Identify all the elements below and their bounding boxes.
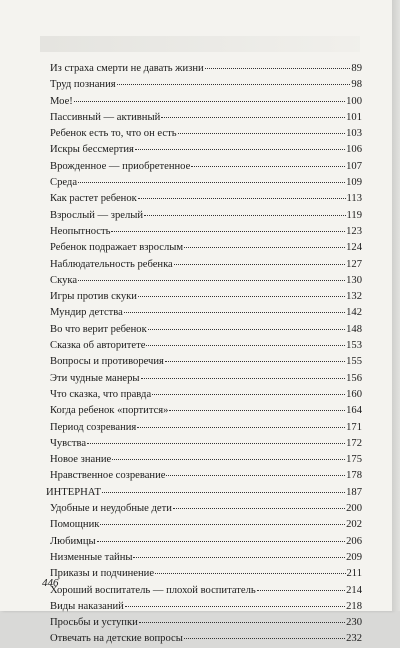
toc-entry-row <box>46 630 362 646</box>
dot-leader <box>152 384 345 395</box>
dot-leader <box>257 580 345 591</box>
dot-leader <box>169 400 345 411</box>
toc-entry-page: 153 <box>346 340 362 352</box>
toc-entry-page: 200 <box>346 503 362 515</box>
toc-entry-title: Помощник <box>50 519 100 531</box>
toc-entry-title: Удобные и неудобные дети <box>50 503 172 515</box>
dot-leader <box>87 433 345 444</box>
toc-entry-page: 103 <box>346 128 362 140</box>
toc-entry-page: 172 <box>346 437 362 449</box>
toc-entry-title: Низменные тайны <box>50 551 133 563</box>
toc-entry-title: Неопытность <box>50 225 111 237</box>
toc-entry-title: Врожденное — приобретенное <box>50 160 191 172</box>
dot-leader <box>100 514 345 525</box>
dot-leader <box>173 498 345 509</box>
bleed-through-strip <box>40 36 360 52</box>
dot-leader <box>97 531 345 542</box>
toc-entry-page: 142 <box>346 307 362 319</box>
toc-entry-page: 218 <box>346 600 362 612</box>
toc-entry-page: 109 <box>346 177 362 189</box>
toc-entry-title: Новое знание <box>50 454 112 466</box>
dot-leader <box>112 449 345 460</box>
dot-leader <box>139 612 345 623</box>
toc-entry-page: 113 <box>346 193 362 205</box>
dot-leader <box>191 156 345 167</box>
toc-entry-title: Чувства <box>50 437 87 449</box>
toc-entry-title: Виды наказаний <box>50 600 124 612</box>
page-number: 446 <box>42 577 59 589</box>
page-edge <box>392 0 400 611</box>
toc-entry-page: 230 <box>346 617 362 629</box>
dot-leader <box>78 270 345 281</box>
toc-entry-page: 155 <box>346 356 362 368</box>
dot-leader <box>135 139 345 150</box>
toc-entry-title: Просьбы и уступки <box>50 617 138 629</box>
toc-entry-title: Нравственное созревание <box>50 470 166 482</box>
toc-entry-title: Сказка об авторитете <box>50 340 146 352</box>
toc-entry-title: Взрослый — зрелый <box>50 209 144 221</box>
toc-entry-title: Отвечать на детские вопросы <box>50 633 183 645</box>
toc-entry-title: Во что верит ребенок <box>50 323 147 335</box>
toc-entry-page: 175 <box>346 454 362 466</box>
toc-entry-page: 132 <box>346 291 362 303</box>
table-of-contents <box>46 60 362 647</box>
toc-entry-page: 214 <box>346 584 362 596</box>
toc-entry-page: 187 <box>346 486 362 498</box>
toc-entry-title: Мое! <box>50 95 73 107</box>
toc-entry-page: 127 <box>346 258 362 270</box>
toc-entry-page: 100 <box>346 95 362 107</box>
toc-entry-page: 106 <box>346 144 362 156</box>
toc-entry-title: Когда ребенок «портится» <box>50 405 169 417</box>
toc-entry-title: Как растет ребенок <box>50 193 137 205</box>
toc-entry-title: Приказы и подчинение <box>50 568 155 580</box>
toc-entry-page: 209 <box>346 551 362 563</box>
dot-leader <box>166 465 345 476</box>
toc-entry-page: 160 <box>346 388 362 400</box>
toc-entry-page: 164 <box>346 405 362 417</box>
toc-entry-page: 101 <box>346 111 362 123</box>
toc-entry-title: ИНТЕРНАТ <box>46 486 101 498</box>
toc-entry-title: Наблюдательность ребенка <box>50 258 173 270</box>
toc-entry-title: Труд познания <box>50 79 116 91</box>
toc-entry-title: Что сказка, что правда <box>50 388 152 400</box>
toc-entry-title: Среда <box>50 177 78 189</box>
toc-entry-page: 148 <box>346 323 362 335</box>
dot-leader <box>146 335 345 346</box>
toc-entry-page: 89 <box>351 63 362 74</box>
dot-leader <box>133 547 345 558</box>
dot-leader <box>125 596 345 607</box>
dot-leader <box>174 254 345 265</box>
dot-leader <box>184 237 345 248</box>
dot-leader <box>184 628 345 639</box>
dot-leader <box>102 482 345 493</box>
dot-leader <box>111 221 345 232</box>
toc-entry-page: 130 <box>346 274 362 286</box>
toc-entry-title: Игры против скуки <box>50 291 137 303</box>
dot-leader <box>178 123 346 134</box>
toc-entry-title: Мундир детства <box>50 307 123 319</box>
toc-entry-page: 211 <box>346 568 362 580</box>
dot-leader <box>138 188 346 199</box>
toc-entry-page: 119 <box>346 209 362 221</box>
dot-leader <box>161 107 345 118</box>
toc-entry-title: Из страха смерти не давать жизни <box>50 63 204 74</box>
toc-entry-title: Скука <box>50 274 78 286</box>
dot-leader <box>78 172 345 183</box>
dot-leader <box>165 351 345 362</box>
dot-leader <box>124 302 345 313</box>
dot-leader <box>138 286 345 297</box>
dot-leader <box>137 417 345 428</box>
toc-entry-page: 232 <box>346 633 362 645</box>
toc-entry-title: Хороший воспитатель — плохой воспитатель <box>50 584 256 596</box>
dot-leader <box>144 205 345 216</box>
toc-entry-title: Эти чудные манеры <box>50 372 140 384</box>
toc-entry-page: 98 <box>351 79 362 91</box>
dot-leader <box>155 563 345 574</box>
toc-entry-title: Вопросы и противоречия <box>50 356 164 368</box>
toc-entry-page: 206 <box>346 535 362 547</box>
dot-leader <box>117 74 351 85</box>
toc-entry-title: Период созревания <box>50 421 137 433</box>
toc-entry-title: Любимцы <box>50 535 96 547</box>
toc-entry-page: 202 <box>346 519 362 531</box>
toc-entry-title: Пассивный — активный <box>50 111 161 123</box>
toc-entry-title: Искры бессмертия <box>50 144 134 156</box>
dot-leader <box>205 58 351 69</box>
toc-entry-title: Ребенок есть то, что он есть <box>50 128 177 140</box>
toc-entry-page: 123 <box>346 225 362 237</box>
dot-leader <box>74 91 345 102</box>
toc-entry-page: 171 <box>346 421 362 433</box>
dot-leader <box>141 368 346 379</box>
dot-leader <box>148 319 345 330</box>
toc-entry-page: 107 <box>346 160 362 172</box>
toc-entry-page: 178 <box>346 470 362 482</box>
toc-entry-page: 156 <box>346 372 362 384</box>
toc-entry-page: 124 <box>346 242 362 254</box>
toc-entry-title: Ребенок подражает взрослым <box>50 242 184 254</box>
